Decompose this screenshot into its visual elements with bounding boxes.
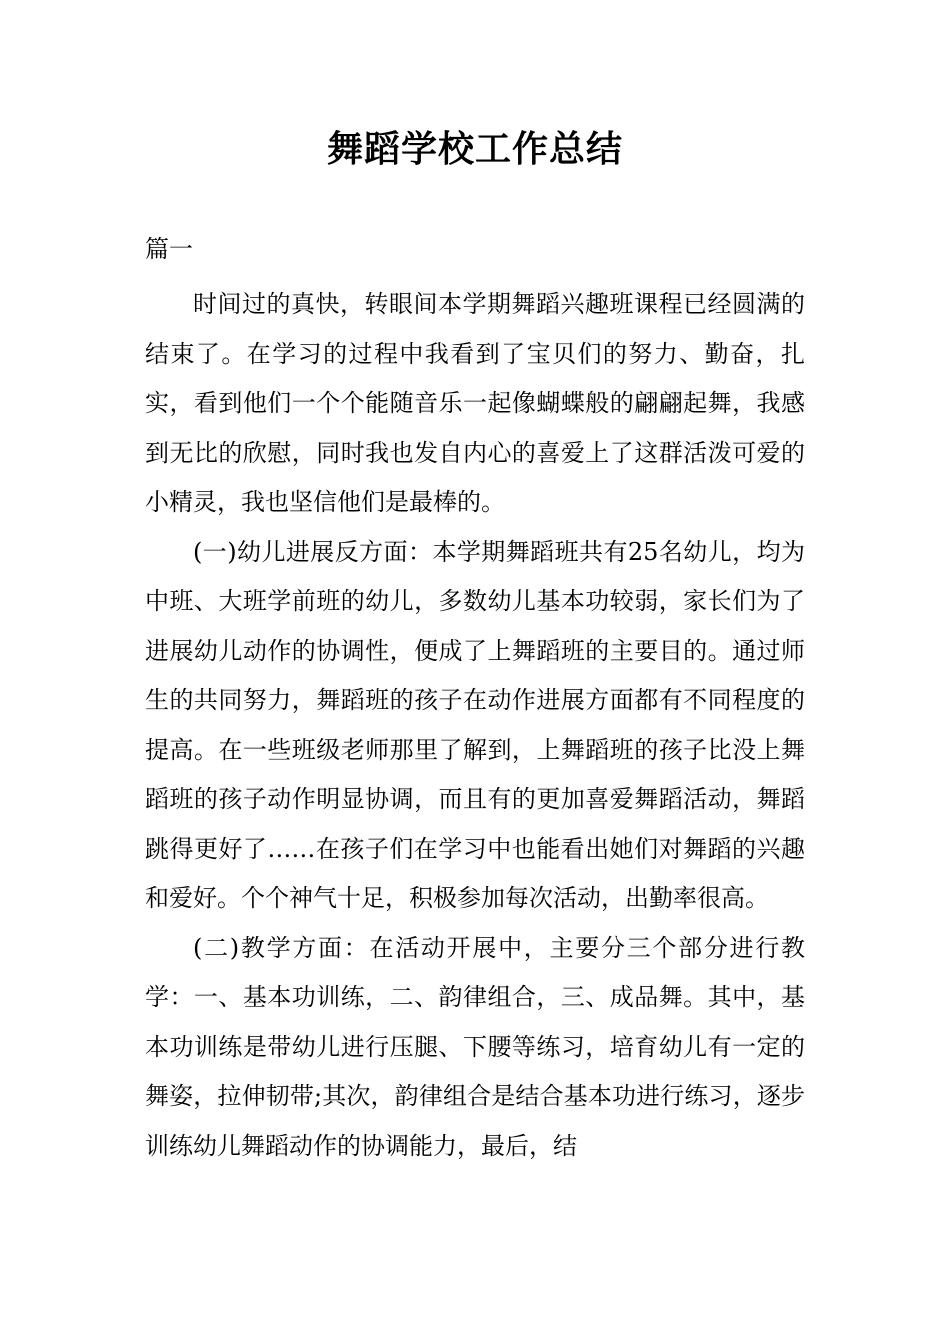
paragraph-teaching: (二)教学方面：在活动开展中，主要分三个部分进行教学：一、基本功训练，二、韵律组合，三、成品舞。其中，基本功训练是带幼儿进行压腿、下腰等练习，培育幼儿有一定的舞姿，拉伸韧带;其次，韵律组合是结合基本功进行练习，逐步训练幼儿舞蹈动作的协调能力，最后，结: [145, 933, 805, 1160]
paragraph-intro: 时间过的真快，转眼间本学期舞蹈兴趣班课程已经圆满的结束了。在学习的过程中我看到了宝贝们的努力、勤奋，扎实，看到他们一个个能随音乐一起像蝴蝶般的翩翩起舞，我感到无比的欣慰，同时我也发自内心的喜爱上了这群活泼可爱的小精灵，我也坚信他们是最棒的。: [145, 290, 805, 516]
section-label: 篇一: [145, 235, 193, 263]
document-body: [145, 280, 805, 1171]
paragraph-child-progress: (一)幼儿进展反方面：本学期舞蹈班共有25名幼儿，均为中班、大班学前班的幼儿，多数幼儿基本功较弱，家长们为了进展幼儿动作的协调性，便成了上舞蹈班的主要目的。通过师生的共同努力，舞蹈班的孩子在动作进展方面都有不同程度的提高。在一些班级老师那里了解到，上舞蹈班的孩子比没上舞蹈班的孩子动作明显协调，而且有的更加喜爱舞蹈活动，舞蹈跳得更好了……在孩子们在学习中也能看出她们对舞蹈的兴趣和爱好。个个神气十足，积极参加每次活动，出勤率很高。: [145, 537, 805, 912]
document-title: 舞蹈学校工作总结: [326, 129, 623, 170]
